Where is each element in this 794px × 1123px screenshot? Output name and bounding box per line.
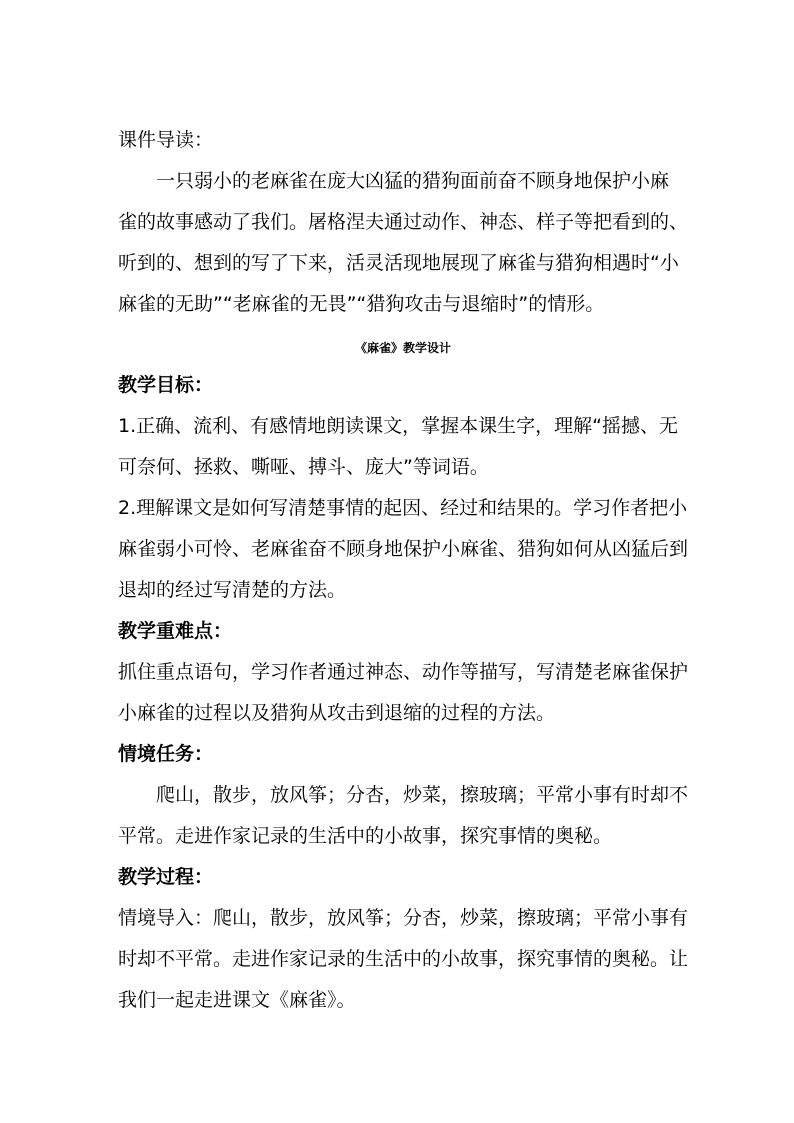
process-line: 我们一起走进课文《麻雀》。	[118, 989, 356, 1011]
goals-heading: 教学目标：	[118, 374, 214, 396]
goals-line: 退却的经过写清楚的方法。	[118, 579, 347, 601]
goals-line: 2.理解课文是如何写清楚事情的起因、经过和结果的。学习作者把小	[118, 497, 688, 519]
intro-line: 麻雀的无助”“老麻雀的无畏”“猎狗攻击与退缩时”的情形。	[118, 293, 605, 315]
key-points-heading: 教学重难点：	[118, 620, 233, 642]
key-points-line: 抓住重点语句，学习作者通过神态、动作等描写，写清楚老麻雀保护	[118, 661, 689, 683]
goals-line: 1.正确、流利、有感情地朗读课文，掌握本课生字，理解“摇撼、无	[118, 415, 678, 437]
goals-section	[118, 365, 688, 611]
task-line: 爬山，散步，放风筝；分杏，炒菜，擦玻璃；平常小事有时却不	[156, 784, 689, 806]
intro-line: 雀的故事感动了我们。屠格涅夫通过动作、神态、样子等把看到的、	[118, 211, 689, 233]
document-body	[118, 120, 688, 1021]
goals-line: 麻雀弱小可怜、老麻雀奋不顾身地保护小麻雀、猎狗如何从凶猛后到	[118, 538, 689, 560]
key-points-line: 小麻雀的过程以及猎狗从攻击到退缩的过程的方法。	[118, 702, 556, 724]
doc-title: 《麻雀》教学设计	[354, 341, 451, 355]
intro-line: 一只弱小的老麻雀在庞大凶猛的猎狗面前奋不顾身地保护小麻	[156, 170, 670, 192]
task-heading: 情境任务：	[118, 743, 214, 765]
intro-section	[118, 120, 688, 325]
task-section	[118, 734, 688, 857]
process-heading: 教学过程：	[118, 866, 214, 888]
key-points-section	[118, 611, 688, 734]
task-line: 平常。走进作家记录的生活中的小故事，探究事情的奥秘。	[118, 825, 613, 847]
intro-label: 课件导读：	[118, 129, 214, 151]
intro-line: 听到的、想到的写了下来，活灵活现地展现了麻雀与猎狗相遇时“小	[118, 252, 679, 274]
goals-line: 可奈何、拯救、嘶哑、搏斗、庞大”等词语。	[118, 456, 489, 478]
process-line: 时却不平常。走进作家记录的生活中的小故事，探究事情的奥秘。让	[118, 948, 689, 970]
process-line: 情境导入：爬山，散步，放风筝；分杏，炒菜，擦玻璃；平常小事有	[118, 907, 689, 929]
process-section	[118, 857, 688, 1021]
